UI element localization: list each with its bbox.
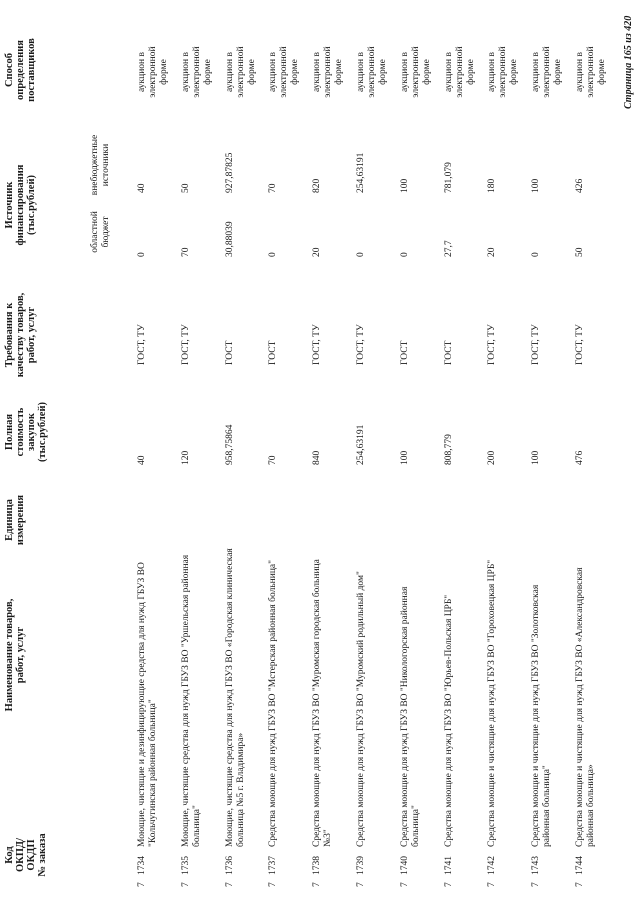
row-cost: 840 [312, 450, 323, 465]
header-code: Код ОКПД/ ОКДП № заказа [4, 833, 48, 877]
row-method: аукцион в электронной форме [180, 46, 213, 98]
row-name: Средства моющие для нужд ГБУЗ ВО "Никологорская районная больница" [399, 586, 421, 847]
row-method: аукцион в электронной форме [356, 46, 388, 98]
row-funding-extra: 254,63191 [356, 152, 366, 193]
row-funding-regional: 20 [487, 247, 498, 257]
row-number: 1734 [137, 856, 147, 875]
row-number: 1740 [399, 856, 410, 875]
row-requirements: ГОСТ, ТУ [531, 324, 542, 365]
row-funding-regional: 0 [356, 252, 366, 257]
row-name: Моющие, чистящие средства для нужд ГБУЗ ВО «Городская клиническая больница №5 г. Владимира» [224, 548, 246, 847]
table-row [181, 0, 225, 905]
row-method: аукцион в электронной форме [224, 46, 257, 98]
row-code: 7 [443, 882, 454, 887]
row-method: аукцион в электронной форме [312, 46, 345, 98]
row-method: аукцион в электронной форме [487, 46, 520, 98]
row-method: аукцион в электронной форме [443, 46, 476, 98]
row-funding-extra: 927,87825 [224, 152, 235, 193]
row-number: 1736 [224, 856, 235, 875]
row-requirements: ГОСТ, ТУ [487, 324, 498, 365]
row-funding-regional: 50 [575, 247, 585, 257]
table-row [575, 0, 619, 905]
table-row [487, 0, 531, 905]
table-row [400, 0, 444, 905]
row-funding-extra: 820 [312, 178, 323, 193]
table-row [444, 0, 488, 905]
table-row [137, 0, 181, 905]
row-code: 7 [356, 882, 366, 887]
row-funding-regional: 20 [312, 247, 323, 257]
row-name: Средства моющие и чистящие для нужд ГБУЗ ВО "Гороховецкая ЦРБ" [487, 559, 498, 847]
row-method: аукцион в электронной форме [268, 46, 301, 98]
row-name: Средства моющие для нужд ГБУЗ ВО "Муромский родильный дом" [356, 571, 366, 847]
row-funding-regional: 27,7 [443, 240, 454, 257]
row-cost: 476 [575, 450, 585, 465]
row-cost: 254,63191 [356, 424, 366, 465]
header-funding-regional: областной бюджет [90, 211, 111, 253]
row-funding-extra: 180 [487, 178, 498, 193]
row-method: аукцион в электронной форме [137, 46, 169, 98]
row-number: 1742 [487, 856, 498, 875]
row-number: 1744 [575, 856, 585, 875]
header-method: Способ определения поставщиков [4, 38, 37, 102]
row-funding-regional: 70 [180, 247, 191, 257]
row-funding-extra: 100 [531, 178, 542, 193]
row-code: 7 [575, 882, 585, 887]
row-requirements: ГОСТ, ТУ [356, 324, 366, 365]
row-code: 7 [487, 882, 498, 887]
header-funding-extra: внебюджетные источники [90, 134, 111, 196]
row-cost: 100 [531, 450, 542, 465]
row-name: Средства моющие для нужд ГБУЗ ВО "Мстерская районная больница" [268, 559, 279, 847]
row-requirements: ГОСТ, ТУ [180, 324, 191, 365]
row-requirements: ГОСТ [443, 340, 454, 365]
row-funding-extra: 426 [575, 178, 585, 193]
row-funding-regional: 0 [268, 252, 279, 257]
row-name: Средства моющие для нужд ГБУЗ ВО "Муромская городская больница №3" [312, 559, 334, 847]
row-code: 7 [531, 882, 542, 887]
row-requirements: ГОСТ [224, 340, 235, 365]
table-row [225, 0, 269, 905]
table-row [268, 0, 312, 905]
row-name: Средства моющие и чистящие для нужд ГБУЗ ВО "Золотковская районная больница" [531, 584, 553, 847]
row-funding-extra: 40 [137, 183, 147, 193]
table-row [312, 0, 356, 905]
row-code: 7 [180, 882, 191, 887]
row-funding-regional: 30,88039 [224, 221, 235, 257]
row-funding-regional: 0 [399, 252, 410, 257]
row-funding-extra: 100 [399, 178, 410, 193]
row-cost: 40 [137, 455, 147, 465]
row-cost: 808,779 [443, 434, 454, 465]
row-requirements: ГОСТ, ТУ [575, 324, 585, 365]
row-name: Средства моющие для нужд ГБУЗ ВО "Юрьев-Польская ЦРБ" [443, 594, 454, 847]
row-requirements: ГОСТ [399, 340, 410, 365]
row-cost: 958,75864 [224, 424, 235, 465]
page-footer: Страница 165 из 420 [623, 15, 634, 109]
row-funding-regional: 0 [531, 252, 542, 257]
row-code: 7 [399, 882, 410, 887]
row-code: 7 [137, 882, 147, 887]
row-cost: 120 [180, 450, 191, 465]
row-number: 1739 [356, 856, 366, 875]
row-name: Моющие, чистящие и дезинфицирующие средства для нужд ГБУЗ ВО "Кольчугинская районная больница" [137, 562, 158, 847]
header-cost: Полная стоимость закупок (тыс.рублей) [4, 401, 48, 463]
row-cost: 70 [268, 455, 279, 465]
header-name: Наименование товаров, работ, услуг [4, 598, 26, 712]
row-requirements: ГОСТ, ТУ [137, 324, 147, 365]
table-row [531, 0, 575, 905]
row-code: 7 [268, 882, 279, 887]
row-code: 7 [224, 882, 235, 887]
row-number: 1737 [268, 856, 279, 875]
header-requirements: Требования к качеству товаров, работ, услуг [4, 292, 37, 378]
row-name: Моющие, чистящие средства для нужд ГБУЗ ВО "Уршельская районная больница" [180, 554, 202, 847]
row-funding-extra: 50 [180, 183, 191, 193]
table-row [356, 0, 400, 905]
row-method: аукцион в электронной форме [399, 46, 432, 98]
header-funding: Источник финансирования (тыс.рублей) [4, 164, 37, 246]
row-funding-regional: 0 [137, 252, 147, 257]
row-cost: 100 [399, 450, 410, 465]
row-funding-extra: 781,079 [443, 162, 454, 193]
row-name: Средства моющие и чистящие для нужд ГБУЗ ВО «Александровская районная больница» [575, 567, 596, 847]
row-requirements: ГОСТ [268, 340, 279, 365]
row-number: 1743 [531, 856, 542, 875]
row-number: 1735 [180, 856, 191, 875]
row-funding-extra: 70 [268, 183, 279, 193]
row-number: 1738 [312, 856, 323, 875]
row-method: аукцион в электронной форме [531, 46, 564, 98]
row-cost: 200 [487, 450, 498, 465]
row-code: 7 [312, 882, 323, 887]
row-method: аукцион в электронной форме [575, 46, 607, 98]
row-requirements: ГОСТ, ТУ [312, 324, 323, 365]
header-unit: Единица измерения [4, 494, 26, 546]
row-number: 1741 [443, 856, 454, 875]
